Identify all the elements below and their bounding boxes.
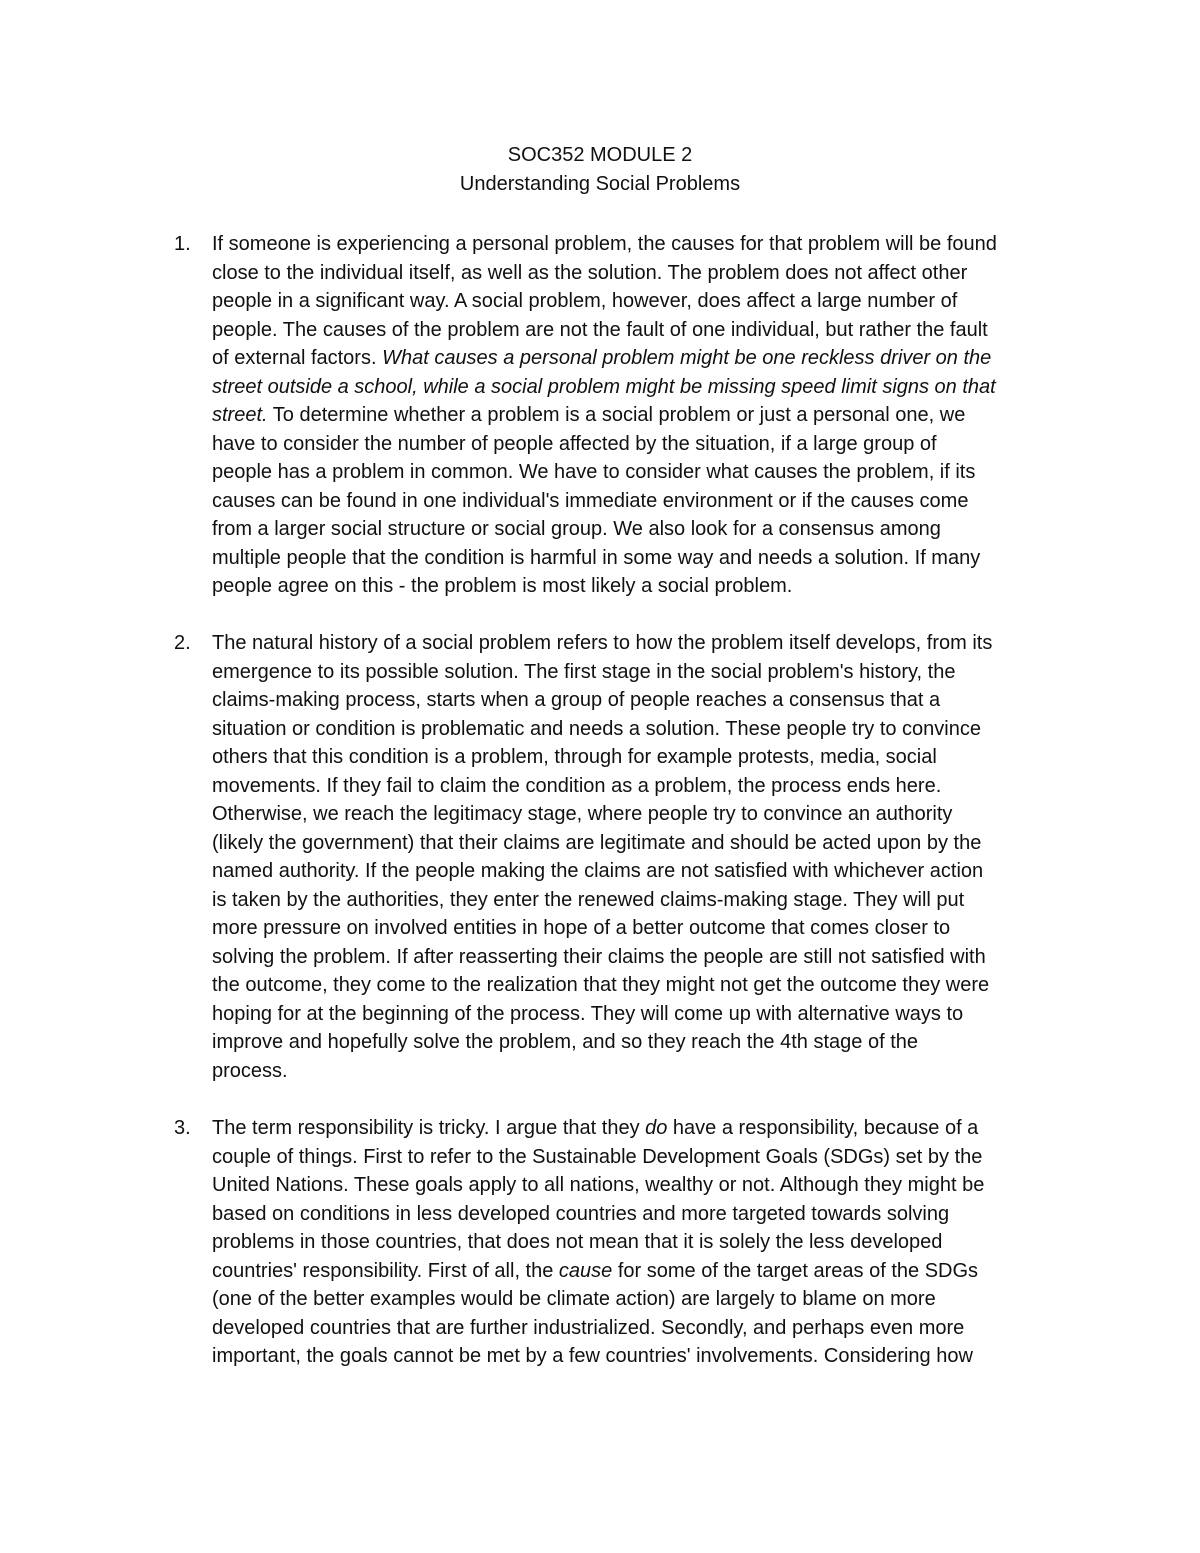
text-segment: is taken by the authorities, they enter the renewed claims-making stage. They will put (212, 888, 965, 911)
text-line (212, 230, 1072, 259)
list-item-number: 2. (174, 632, 191, 654)
text-line (212, 1057, 1072, 1086)
text-line (212, 1342, 1072, 1371)
text-segment: developed countries that are further industrialized. Secondly, and perhaps even more (212, 1316, 965, 1339)
text-line (212, 1285, 1072, 1314)
text-segment: based on conditions in less developed countries and more targeted towards solving (212, 1202, 950, 1225)
text-segment: The term responsibility is tricky. I argue that they (212, 1117, 646, 1139)
text-line (212, 1257, 1072, 1286)
text-segment: more pressure on involved entities in hope of a better outcome that comes closer to (212, 917, 951, 939)
text-segment: important, the goals cannot be met by a few countries' involvements. Considering how (212, 1345, 973, 1367)
text-line (212, 715, 1072, 744)
text-segment: of external factors. (212, 347, 383, 369)
text-line (212, 686, 1072, 715)
text-segment: countries' responsibility. First of all, the (212, 1259, 559, 1282)
text-line (212, 287, 1072, 316)
text-line (212, 1171, 1072, 1200)
text-segment: claims-making process, starts when a group of people reaches a consensus that a (212, 689, 941, 711)
text-segment: (one of the better examples would be climate action) are largely to blame on more (212, 1288, 936, 1310)
list-item-number: 1. (174, 233, 191, 255)
text-segment: problems in those countries, that does not mean that it is solely the less developed (212, 1231, 943, 1253)
text-segment: solving the problem. If after reasserting their claims the people are still not satisfied with (212, 945, 986, 968)
italic-text: street. (212, 404, 268, 426)
text-segment: If someone is experiencing a personal problem, the causes for that problem will be found (212, 233, 997, 255)
italic-text: cause (558, 1259, 613, 1282)
text-line (212, 943, 1072, 972)
document-subtitle: Understanding Social Problems (459, 173, 741, 195)
text-line (212, 1000, 1072, 1029)
text-line (212, 629, 1072, 658)
text-segment: causes can be found in one individual's immediate environment or if the causes come (212, 489, 969, 512)
text-line (212, 1200, 1072, 1229)
text-line (212, 487, 1072, 516)
text-segment: United Nations. These goals apply to all nations, wealthy or not. Although they might be (212, 1174, 985, 1196)
text-segment: others that this condition is a problem, through for example protests, media, social (212, 746, 937, 768)
text-segment: situation or condition is problematic and needs a solution. These people try to convince (212, 717, 981, 740)
text-line (212, 772, 1072, 801)
italic-text: street outside a school, while a social problem might be missing speed limit signs on that (212, 375, 996, 398)
text-segment: the outcome, they come to the realization that they might not get the outcome they were (212, 974, 990, 996)
italic-text: What causes a personal problem might be one reckless driver on the (382, 347, 992, 369)
text-segment: multiple people that the condition is harmful in some way and needs a solution. If many (212, 546, 981, 569)
list-item-body (212, 629, 1072, 1085)
text-line (212, 1143, 1072, 1172)
text-line (212, 1028, 1072, 1057)
text-segment: have to consider the number of people affected by the situation, if a large group of (212, 432, 937, 455)
text-line (212, 572, 1072, 601)
text-line (212, 658, 1072, 687)
text-line (212, 401, 1072, 430)
text-segment: people. The causes of the problem are not the fault of one individual, but rather the fault (212, 318, 988, 341)
text-segment: couple of things. First to refer to the Sustainable Development Goals (SDGs) set by the (212, 1145, 983, 1168)
list-item-number: 3. (174, 1117, 191, 1139)
text-segment: from a larger social structure or social group. We also look for a consensus among (212, 518, 941, 540)
text-line (212, 1314, 1072, 1343)
text-line (212, 259, 1072, 288)
text-segment: improve and hopefully solve the problem, and so they reach the 4th stage of the (212, 1031, 918, 1053)
text-line (212, 544, 1072, 573)
text-segment: people agree on this - the problem is most likely a social problem. (212, 575, 793, 597)
text-segment: people has a problem in common. We have to consider what causes the problem, if its (212, 461, 976, 483)
text-segment: have a responsibility, because of a (667, 1117, 979, 1139)
text-segment: people in a significant way. A social problem, however, does affect a large number of (212, 290, 958, 312)
text-line (212, 344, 1072, 373)
text-line (212, 829, 1072, 858)
text-segment: To determine whether a problem is a social problem or just a personal one, we (267, 404, 966, 426)
text-segment: named authority. If the people making the claims are not satisfied with whichever action (212, 860, 984, 882)
text-line (212, 743, 1072, 772)
text-line (212, 373, 1072, 402)
text-segment: (likely the government) that their claims are legitimate and should be acted upon by the (212, 831, 982, 854)
text-line (212, 316, 1072, 345)
text-line (212, 886, 1072, 915)
text-line (212, 914, 1072, 943)
text-segment: movements. If they fail to claim the condition as a problem, the process ends here. (212, 774, 942, 797)
text-line (212, 800, 1072, 829)
italic-text: do (645, 1117, 668, 1139)
text-line (212, 458, 1072, 487)
text-segment: The natural history of a social problem refers to how the problem itself develops, from its (212, 632, 993, 654)
text-line (212, 971, 1072, 1000)
list-item-body (212, 230, 1072, 601)
text-line (212, 1228, 1072, 1257)
text-segment: Otherwise, we reach the legitimacy stage, where people try to convince an authority (212, 803, 953, 825)
text-line (212, 857, 1072, 886)
text-line (212, 430, 1072, 459)
list-item-body (212, 1114, 1072, 1371)
text-segment: hoping for at the beginning of the process. They will come up with alternative ways to (212, 1002, 964, 1025)
text-line (212, 1114, 1072, 1143)
text-line (212, 515, 1072, 544)
document-title: SOC352 MODULE 2 (507, 144, 693, 166)
text-segment: close to the individual itself, as well as the solution. The problem does not affect other (212, 261, 968, 284)
text-segment: for some of the target areas of the SDGs (612, 1259, 979, 1282)
text-segment: process. (212, 1059, 288, 1082)
text-segment: emergence to its possible solution. The first stage in the social problem's history, the (212, 660, 956, 683)
